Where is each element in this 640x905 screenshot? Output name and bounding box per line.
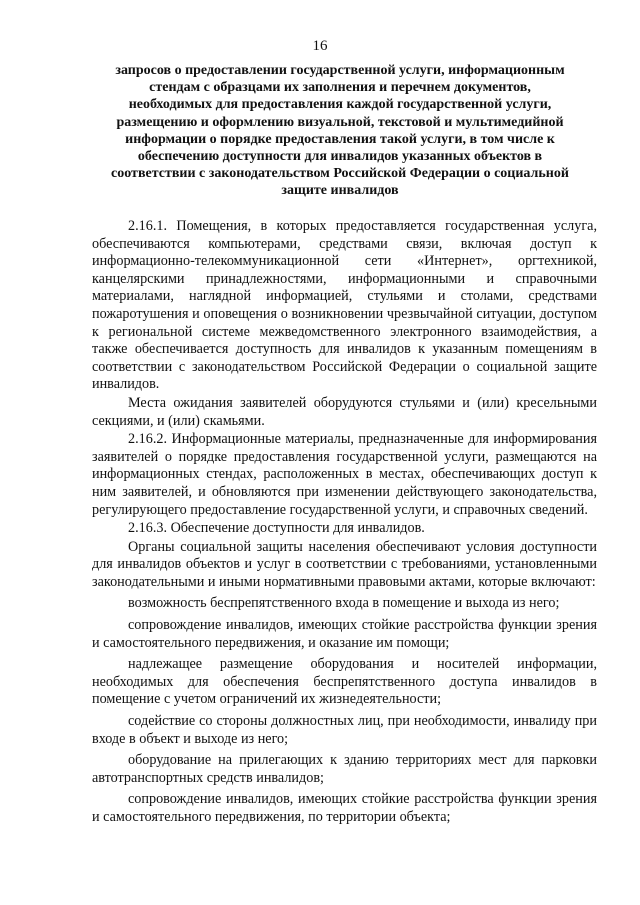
heading-line: защите инвалидов xyxy=(281,183,399,199)
paragraph-2-16-2: 2.16.2. Информационные материалы, предназначенные для информирования заявителей о порядке предоставления государственной услуги, размещаются на информационных стендах, расположенных в местах, обеспечивающих доступ к ним заявителей, и обновляются при изменении действующего законодательства, регулирующего предоставление государственной услуги, и справочных сведений. xyxy=(92,431,597,518)
list-item: надлежащее размещение оборудования и носителей информации, необходимых для обеспечения беспрепятственного доступа инвалидов в помещение с учетом ограничений их жизнедеятельности; xyxy=(92,656,597,708)
heading-line: стендам с образцами их заполнения и перечнем документов, xyxy=(149,80,531,96)
heading-line: запросов о предоставлении государственной услуги, информационным xyxy=(115,63,565,78)
page-number: 16 xyxy=(312,38,328,54)
paragraph-accessibility-conditions: Органы социальной защиты населения обеспечивают условия доступности для инвалидов объектов и услуг в соответствии с требованиями, установленными законодательными и иными нормативными правовыми актами, которые включают: xyxy=(92,538,597,590)
heading-line: обеспечению доступности для инвалидов указанных объектов в xyxy=(137,149,543,165)
section-heading xyxy=(90,62,590,200)
document-body xyxy=(92,218,597,827)
paragraph-2-16-1: 2.16.1. Помещения, в которых предоставляется государственная услуга, обеспечиваются компьютерами, средствами связи, включая доступ к информационно-телекоммуникационной сети «Интернет», оргтехникой, канцелярскими принадлежностями, информационными и справочными материалами, наглядной информацией, стульями и столами, средствами пожаротушения и оповещения о возникновении чрезвычайной ситуации, доступом к региональной системе межведомственного электронного взаимодействия, а также обеспечивается доступность для инвалидов к указанным помещениям в соответствии с законодательством Российской Федерации о социальной защите инвалидов. xyxy=(92,218,597,393)
heading-line: размещению и оформлению визуальной, текстовой и мультимедийной xyxy=(116,114,564,130)
list-item: сопровождение инвалидов, имеющих стойкие расстройства функции зрения и самостоятельного передвижения, и оказание им помощи; xyxy=(92,617,597,651)
list-item: возможность беспрепятственного входа в помещение и выхода из него; xyxy=(128,595,560,612)
heading-line: соответствии с законодательством Российской Федерации о социальной xyxy=(111,166,569,182)
heading-line: информации о порядке предоставления такой услуги, в том числе к xyxy=(125,131,555,147)
paragraph-2-16-3: 2.16.3. Обеспечение доступности для инвалидов. xyxy=(128,520,425,537)
heading-line: необходимых для предоставления каждой государственной услуги, xyxy=(128,97,552,113)
list-item: оборудование на прилегающих к зданию территориях мест для парковки автотранспортных средств инвалидов; xyxy=(92,752,597,786)
paragraph-waiting-areas: Места ожидания заявителей оборудуются стульями и (или) кресельными секциями, и (или) скамьями. xyxy=(92,394,597,429)
list-item: содействие со стороны должностных лиц, при необходимости, инвалиду при входе в объект и выходе из него; xyxy=(92,713,597,747)
list-item: сопровождение инвалидов, имеющих стойкие расстройства функции зрения и самостоятельного передвижения, по территории объекта; xyxy=(92,791,597,825)
